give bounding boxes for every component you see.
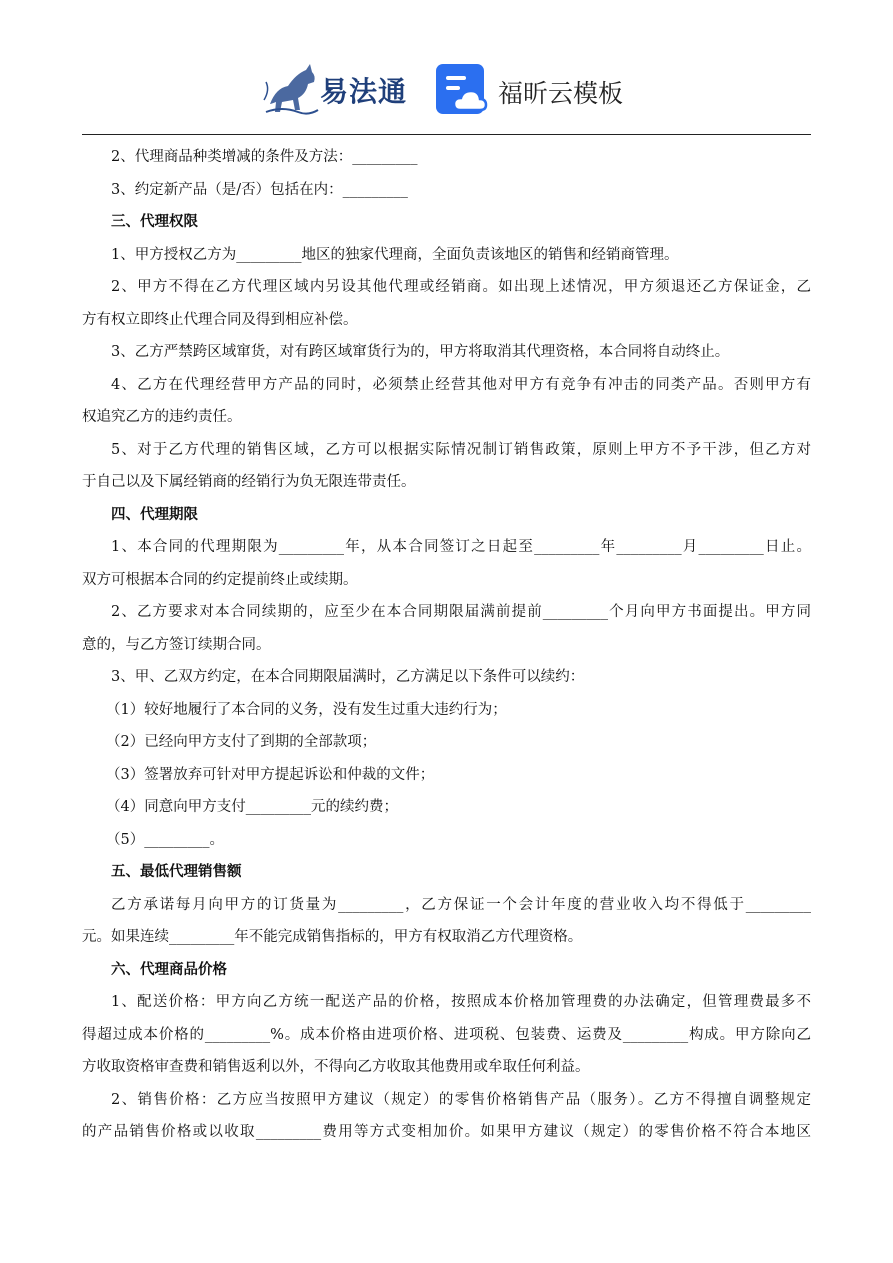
section-heading: 三、代理权限	[111, 213, 198, 230]
contract-text-line: 双方可根据本合同的约定提前终止或续期。	[82, 571, 358, 588]
logo1-text: 易法通	[320, 75, 408, 108]
header-divider	[82, 134, 811, 135]
page-header	[0, 58, 893, 122]
contract-text-line: （5）_________。	[106, 831, 224, 848]
fuxin-cloud-template-logo	[436, 64, 636, 118]
contract-text-line: 1、本合同的代理期限为_________年，从本合同签订之日起至_________年_________月_________日止。	[111, 539, 811, 555]
contract-text-line: 2、乙方要求对本合同续期的，应至少在本合同期限届满前提前_________个月向甲方书面提出。甲方同	[111, 604, 811, 620]
contract-text-line: 2、销售价格：乙方应当按照甲方建议（规定）的零售价格销售产品（服务）。乙方不得擅自调整规定	[111, 1091, 811, 1108]
section-heading: 四、代理期限	[111, 505, 198, 523]
contract-text-line: 的产品销售价格或以收取_________费用等方式变相加价。如果甲方建议（规定）的零售价格不符合本地区	[82, 1124, 811, 1140]
contract-text-line: （1）较好地履行了本合同的义务，没有发生过重大违约行为；	[106, 701, 507, 718]
contract-text-line: 5、对于乙方代理的销售区域，乙方可以根据实际情况制订销售政策，原则上甲方不予干涉，但乙方对	[111, 441, 811, 458]
contract-text-line: 于自己以及下属经销商的经销行为负无限连带责任。	[82, 474, 416, 490]
contract-text-line: 方有权立即终止代理合同及得到相应补偿。	[82, 311, 358, 328]
section-heading: 五、最低代理销售额	[111, 863, 242, 880]
contract-text-line: 3、约定新产品（是/否）包括在内：_________	[111, 181, 408, 198]
contract-text-line: 得超过成本价格的_________%。成本价格由进项价格、进项税、包装费、运费及_________构成。甲方除向乙	[82, 1026, 811, 1043]
contract-text-line: 意的，与乙方签订续期合同。	[82, 636, 271, 653]
contract-text-line: 1、甲方授权乙方为_________地区的独家代理商，全面负责该地区的销售和经销商管理。	[111, 246, 679, 263]
contract-body	[82, 141, 811, 1149]
unicorn-emblem-icon	[262, 60, 322, 118]
contract-text-line: 1、配送价格：甲方向乙方统一配送产品的价格，按照成本价格加管理费的办法确定，但管理费最多不	[111, 994, 811, 1010]
contract-text-line: 方收取资格审查费和销售返利以外，不得向乙方收取其他费用或牟取任何利益。	[82, 1059, 590, 1075]
contract-text-line: （4）同意向甲方支付_________元的续约费；	[106, 799, 398, 815]
contract-text-line: （3）签署放弃可针对甲方提起诉讼和仲裁的文件；	[106, 766, 435, 783]
logo2-text: 福昕云模板	[498, 79, 624, 108]
contract-text-line: （2）已经向甲方支付了到期的全部款项；	[106, 734, 377, 750]
contract-text-line: 乙方承诺每月向甲方的订货量为_________，乙方保证一个会计年度的营业收入均不得低于_________	[111, 896, 811, 913]
contract-text-line: 4、乙方在代理经营甲方产品的同时，必须禁止经营其他对甲方有竞争有冲击的同类产品。否则甲方有	[111, 376, 811, 393]
cloud-document-icon	[436, 64, 488, 116]
contract-text-line: 2、甲方不得在乙方代理区域内另设其他代理或经销商。如出现上述情况，甲方须退还乙方保证金，乙	[111, 279, 811, 295]
contract-text-line: 3、甲、乙双方约定，在本合同期限届满时，乙方满足以下条件可以续约：	[111, 669, 585, 685]
contract-text-line: 2、代理商品种类增减的条件及方法：_________	[111, 149, 418, 165]
contract-text-line: 元。如果连续_________年不能完成销售指标的，甲方有权取消乙方代理资格。	[82, 929, 583, 945]
yifatong-logo	[262, 60, 412, 118]
section-heading: 六、代理商品价格	[111, 960, 227, 978]
contract-text-line: 权追究乙方的违约责任。	[82, 409, 242, 425]
contract-text-line: 3、乙方严禁跨区域窜货，对有跨区域窜货行为的，甲方将取消其代理资格，本合同将自动终止。	[111, 344, 730, 360]
